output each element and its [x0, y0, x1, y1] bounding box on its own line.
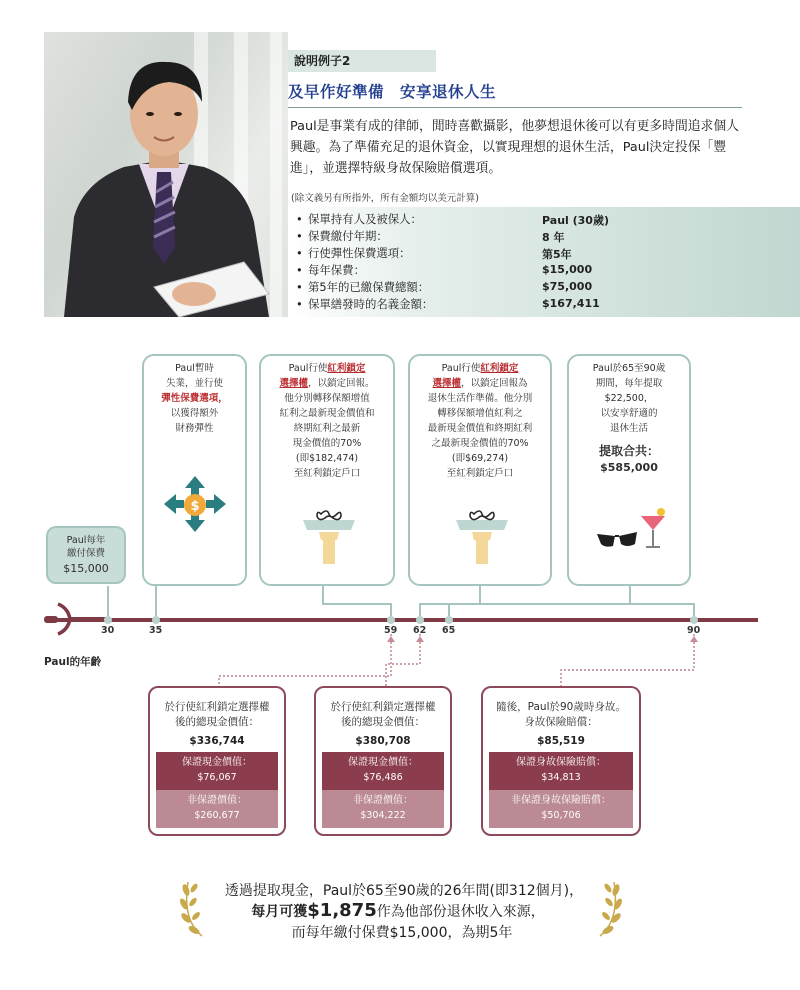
- tick-dot: [690, 616, 698, 624]
- guaranteed-label: 保證現金價值：: [348, 757, 418, 768]
- card-highlight: 彈性保費選項，: [161, 393, 228, 404]
- footer-line-2: 每月可獲$1,875作為他部份退休收入來源，: [251, 900, 545, 921]
- guaranteed-value: $76,486: [363, 772, 403, 783]
- card-amount: $22,500，: [604, 393, 654, 404]
- card-text: 選擇權，以鎖定回報。: [279, 378, 375, 389]
- card-text: 退休生活作準備。他分別: [427, 393, 533, 404]
- money-arrows-icon: [162, 474, 228, 534]
- card-text: 失業，並行使: [165, 378, 223, 389]
- intro-paragraph: Paul是事業有成的律師，閒時喜歡攝影，他夢想退休後可以有更多時間追求個人興趣。為了準備充足的退休資金，以實現理想的退休生活，Paul決定投保「豐進」，並選擇特級身故保險賠償選項。: [290, 119, 739, 176]
- guaranteed-label: 保證身故保險賠償：: [516, 757, 606, 768]
- card-text: 至紅利鎖定戶口: [446, 468, 514, 479]
- card-text: 之最新現金價值的70%: [431, 438, 529, 449]
- axis-label: Paul的年齡: [44, 656, 102, 668]
- example-label: 說明例子2: [288, 50, 436, 72]
- age-tick-label: 59: [384, 625, 398, 636]
- fact-label: • 行使彈性保費選項：: [296, 246, 411, 260]
- tick-dot: [416, 616, 424, 624]
- currency-note: (除文義另有所指外，所有金額均以美元計算): [291, 193, 479, 204]
- tick-dot: [445, 616, 453, 624]
- age-tick-label: 65: [442, 625, 456, 636]
- non-guaranteed-value-band: [322, 790, 444, 828]
- age-tick-label: 62: [413, 625, 427, 636]
- premium-line-2: 繳付保費: [66, 548, 105, 559]
- fact-label: • 保單持有人及被保人：: [296, 212, 422, 226]
- card-text: Paul於65至90歲: [592, 363, 666, 374]
- value-card-heading: 隨後，Paul於90歲時身故。: [496, 701, 626, 713]
- non-guaranteed-label: 非保證身故保險賠償：: [511, 795, 611, 806]
- fact-label: • 保單繕發時的名義金額：: [296, 297, 434, 311]
- fact-value: $167,411: [542, 297, 600, 310]
- svg-text:$: $: [190, 499, 200, 514]
- cocktail-icon: [639, 506, 667, 550]
- withdrawal-total-value: $585,000: [600, 461, 658, 474]
- card-text: 選擇權，以鎖定回報為: [432, 378, 528, 389]
- fact-label: • 第5年的已繳保費總額：: [296, 280, 430, 294]
- value-card-age-62: [314, 686, 452, 836]
- premium-card: [46, 526, 126, 584]
- guaranteed-label: 保證現金價值：: [182, 757, 252, 768]
- card-text: 現金價值的70%: [292, 438, 362, 449]
- card-text: Paul暫時: [175, 363, 214, 374]
- premium-line-1: Paul每年: [66, 535, 106, 546]
- fact-value: $75,000: [542, 280, 593, 293]
- timeline-card-unemployment: [142, 354, 247, 586]
- footer-line-1: 透過提取現金，Paul於65至90歲的26年間(即312個月)，: [224, 883, 584, 899]
- non-guaranteed-value-band: [489, 790, 633, 828]
- value-card-total: $380,708: [355, 735, 411, 747]
- page-title: 及早作好準備 安享退休人生: [288, 83, 497, 101]
- sunglasses-icon: [595, 528, 639, 550]
- non-guaranteed-label: 非保證價值：: [353, 795, 413, 806]
- guaranteed-value-band: [156, 752, 278, 790]
- footer-line-3: 而每年繳付保費$15,000，為期5年: [291, 925, 513, 941]
- fact-label: • 保費繳付年期：: [296, 229, 388, 243]
- fact-value: $15,000: [542, 263, 593, 276]
- card-text: 轉移保額增值紅利之: [437, 408, 523, 419]
- timeline-card-lock-bonus-59: [259, 354, 395, 586]
- non-guaranteed-value: $304,222: [360, 810, 406, 821]
- sword-icon: [44, 598, 106, 640]
- value-card-heading: 於行使紅利鎖定選擇權: [330, 701, 436, 713]
- value-card-heading: 身故保險賠償：: [524, 716, 598, 728]
- guaranteed-value-band: [489, 752, 633, 790]
- timeline-card-lock-bonus-62: [408, 354, 552, 586]
- value-card-heading: 後的總現金價值：: [341, 716, 425, 728]
- non-guaranteed-value: $50,706: [541, 810, 581, 821]
- card-text: Paul行使紅利鎖定: [288, 363, 366, 374]
- value-card-heading: 後的總現金價值：: [175, 716, 259, 728]
- value-card-death-benefit: [481, 686, 641, 836]
- non-guaranteed-label: 非保證價值：: [187, 795, 247, 806]
- value-card-heading: 於行使紅利鎖定選擇權: [164, 701, 270, 713]
- guaranteed-value: $76,067: [197, 772, 237, 783]
- infinity-hand-icon: [452, 506, 512, 566]
- value-card-age-59: [148, 686, 286, 836]
- card-text: 以獲得額外: [170, 408, 219, 419]
- card-text: 以安享舒適的: [600, 408, 658, 419]
- guaranteed-value-band: [322, 752, 444, 790]
- card-text: 終期紅利之最新: [293, 423, 361, 434]
- timeline-card-withdrawal: [567, 354, 691, 586]
- age-tick-label: 30: [101, 625, 115, 636]
- fact-value: 第5年: [542, 248, 572, 261]
- infinity-hand-icon: [299, 506, 359, 566]
- card-text: Paul行使紅利鎖定: [441, 363, 519, 374]
- card-text: 最新現金價值和終期紅利: [427, 423, 533, 434]
- age-tick-label: 90: [687, 625, 701, 636]
- non-guaranteed-value-band: [156, 790, 278, 828]
- card-text: 財務彈性: [175, 423, 214, 434]
- premium-amount: $15,000: [63, 562, 109, 575]
- card-text: 他分別轉移保額增值: [284, 393, 370, 404]
- fact-value: Paul (30歲): [542, 214, 609, 227]
- age-tick-label: 35: [149, 625, 163, 636]
- card-text: 紅利之最新現金價值和: [279, 408, 375, 419]
- tick-dot: [152, 616, 160, 624]
- guaranteed-value: $34,813: [541, 772, 581, 783]
- value-card-total: $336,744: [189, 735, 245, 747]
- withdrawal-total-label: 提取合共：: [598, 444, 659, 458]
- tick-dot: [387, 616, 395, 624]
- tick-dot: [104, 616, 112, 624]
- card-text: 退休生活: [609, 423, 648, 434]
- fact-label: • 每年保費：: [296, 263, 365, 277]
- value-card-total: $85,519: [537, 735, 585, 747]
- card-text: 期間，每年提取: [595, 378, 663, 389]
- fact-value: 8 年: [542, 231, 565, 244]
- card-amount: (即$182,474): [295, 453, 359, 464]
- card-amount: (即$69,274): [451, 453, 509, 464]
- non-guaranteed-value: $260,677: [194, 810, 240, 821]
- card-text: 至紅利鎖定戶口: [293, 468, 361, 479]
